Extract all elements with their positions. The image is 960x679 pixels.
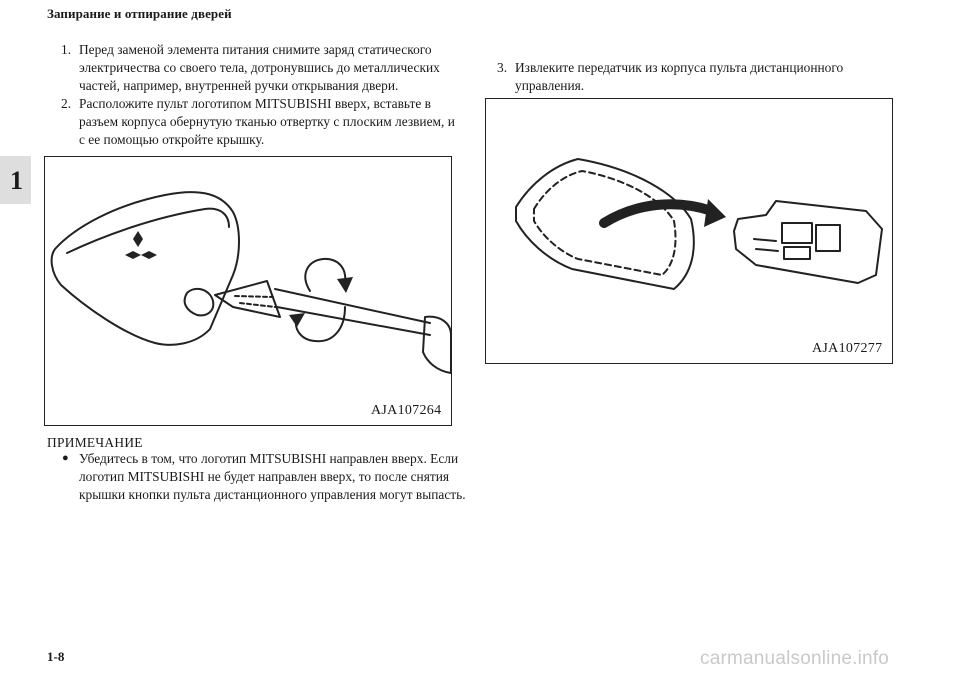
key-fob-face-edge bbox=[67, 209, 229, 253]
rotation-arrow-top bbox=[305, 259, 345, 291]
transmitter-illustration bbox=[486, 99, 892, 363]
chip bbox=[816, 225, 840, 251]
step-3 bbox=[497, 59, 897, 95]
step-number: 1. bbox=[61, 42, 72, 57]
chapter-number: 1 bbox=[10, 166, 23, 195]
step-number: 3. bbox=[497, 60, 508, 75]
step-text: Перед заменой элемента питания снимите заряд статического электричества со своего тела, дотронувшись до металлических частей, например, внутренней ручки открывания двери. bbox=[79, 42, 440, 93]
bullet-icon: ● bbox=[62, 452, 69, 464]
note-title: ПРИМЕЧАНИЕ bbox=[47, 435, 143, 450]
figure-remove-transmitter bbox=[485, 98, 893, 364]
step-1 bbox=[61, 41, 456, 95]
key-fob-body bbox=[52, 192, 239, 345]
mitsubishi-logo bbox=[125, 231, 157, 259]
figure-id: AJA107277 bbox=[812, 341, 883, 356]
watermark: carmanualsonline.info bbox=[700, 648, 890, 669]
rotation-arrowhead-1 bbox=[337, 277, 353, 293]
battery-holder bbox=[782, 223, 812, 243]
screwdriver-handle bbox=[423, 317, 451, 373]
cloth-wrapped-tip bbox=[215, 281, 280, 317]
step-text: Расположите пульт логотипом MITSUBISHI вверх, вставьте в разъем корпуса обернутую тканью отвертку с плоским лезвием, и с ее помощью откройте крышку. bbox=[79, 96, 455, 147]
move-arrowhead bbox=[704, 199, 726, 227]
step-text: Извлеките передатчик из корпуса пульта дистанционного управления. bbox=[515, 60, 844, 93]
cover-slot bbox=[185, 289, 214, 316]
section-header: Запирание и отпирание дверей bbox=[47, 6, 232, 21]
note-text: Убедитесь в том, что логотип MITSUBISHI направлен вверх. Если логотип MITSUBISHI не будет направлен вверх, то после снятия крышки кнопки пульта дистанционного управления могут выпасть. bbox=[79, 451, 466, 502]
step-number: 2. bbox=[61, 96, 72, 111]
rotation-arrowhead-2 bbox=[289, 313, 305, 327]
move-arrow bbox=[604, 204, 712, 223]
figure-id: AJA107264 bbox=[371, 403, 442, 418]
figure-open-cover bbox=[44, 156, 452, 426]
page-number: 1-8 bbox=[47, 649, 65, 664]
step-2 bbox=[61, 95, 456, 149]
contact bbox=[784, 247, 810, 259]
key-screwdriver-illustration bbox=[45, 157, 451, 425]
